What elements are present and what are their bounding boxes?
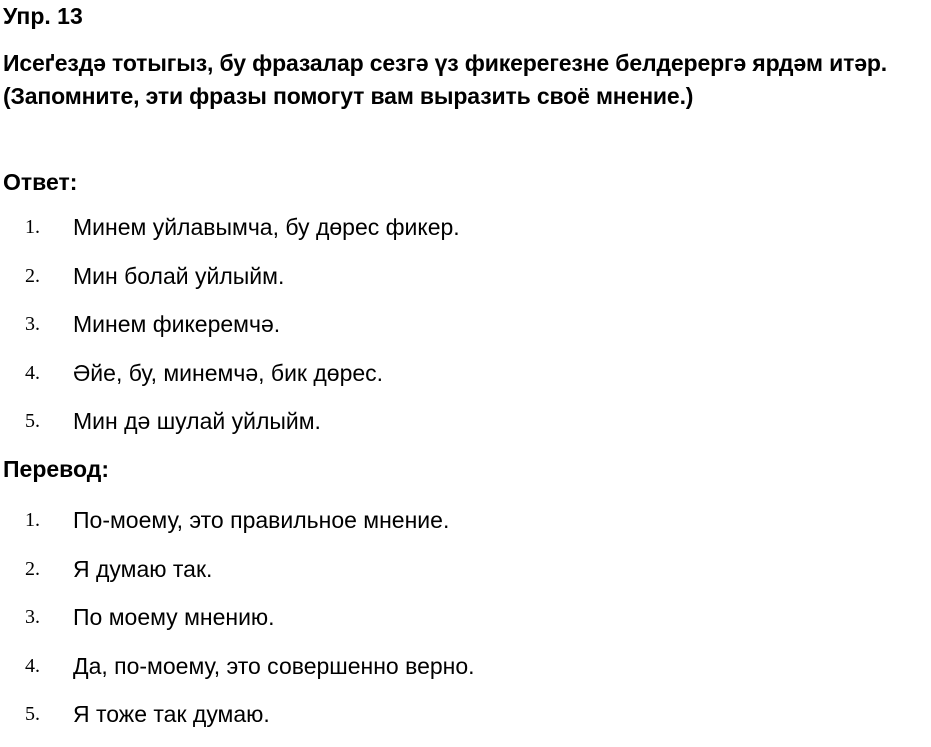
item-text: Мин болай уйлыйм.	[73, 262, 285, 289]
item-text: По моему мнению.	[73, 604, 275, 630]
item-number: 5.	[25, 410, 40, 432]
exercise-title: Упр. 13	[3, 3, 83, 29]
item-text: Минем уйлавымча, бу дөрес фикер.	[73, 214, 460, 240]
item-number: 2.	[25, 264, 40, 287]
item-text: Минем фикеремчә.	[73, 311, 281, 337]
item-number: 3.	[25, 313, 40, 335]
item-text: Да, по-моему, это совершенно верно.	[73, 652, 475, 679]
item-text: Я тоже так думаю.	[73, 701, 270, 727]
item-text: По-моему, это правильное мнение.	[73, 507, 450, 533]
item-text: Мин дә шулай уйлыйм.	[73, 408, 321, 434]
answer-heading: Ответ:	[3, 169, 78, 195]
item-number: 3.	[25, 606, 40, 628]
item-number: 1.	[25, 509, 40, 531]
item-number: 4.	[25, 654, 40, 677]
item-number: 4.	[25, 361, 40, 384]
item-number: 1.	[25, 216, 40, 238]
exercise-instruction: Исеґездә тотыгыз, бу фразалар сезгә үз фикерегезне белдерергә ярдәм итәр. (Запомните, эти фразы помогут вам выразить своё мнение.)	[3, 50, 887, 109]
item-number: 5.	[25, 703, 40, 725]
item-text: Әйе, бу, минемчә, бик дөрес.	[73, 359, 384, 386]
translation-heading: Перевод:	[3, 456, 110, 482]
item-text: Я думаю так.	[73, 555, 213, 582]
item-number: 2.	[25, 557, 40, 580]
